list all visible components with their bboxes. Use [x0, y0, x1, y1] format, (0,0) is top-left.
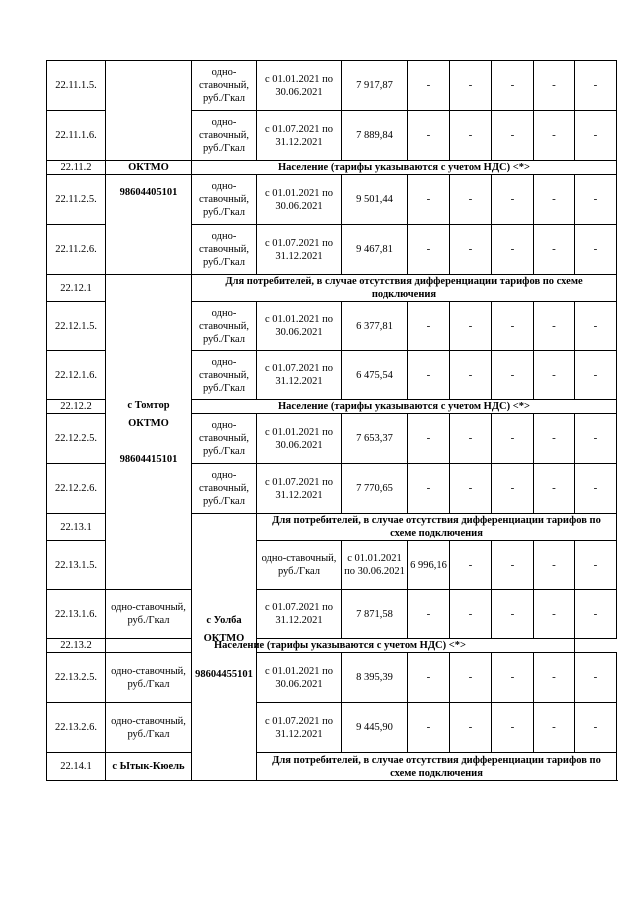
empty-value: -: [575, 111, 617, 161]
tariff-type: одно-ставочный, руб./Гкал: [192, 225, 257, 275]
settlement-cell: [106, 175, 192, 275]
table-row: [47, 753, 617, 781]
oktmo-code: 98604415101: [119, 453, 178, 465]
row-number: 22.11.1.6.: [47, 111, 106, 161]
empty-value: -: [575, 414, 617, 464]
period: с 01.07.2021 по 31.12.2021: [257, 225, 342, 275]
row-number: 22.12.1.6.: [47, 351, 106, 400]
empty-value: -: [450, 590, 492, 639]
empty-value: -: [575, 653, 617, 703]
empty-value: -: [492, 464, 534, 514]
empty-value: -: [492, 653, 534, 703]
empty-value: -: [492, 61, 534, 111]
empty-value: -: [408, 61, 450, 111]
empty-value: -: [534, 225, 575, 275]
settlement-cell: [106, 61, 192, 161]
empty-value: -: [575, 302, 617, 351]
empty-value: -: [575, 225, 617, 275]
tariff-type: одно-ставочный, руб./Гкал: [192, 351, 257, 400]
empty-value: -: [534, 61, 575, 111]
tariff-type: одно-ставочный, руб./Гкал: [192, 111, 257, 161]
tariff-value: 7 653,37: [342, 414, 408, 464]
tariff-value: 7 871,58: [342, 590, 408, 639]
empty-value: -: [408, 653, 450, 703]
empty-value: -: [450, 111, 492, 161]
tariff-table: [46, 60, 617, 781]
empty-value: -: [450, 302, 492, 351]
empty-value: -: [534, 703, 575, 753]
tariff-type: одно-ставочный, руб./Гкал: [257, 541, 342, 590]
empty-value: -: [534, 541, 575, 590]
period: с 01.01.2021 по 30.06.2021: [257, 414, 342, 464]
empty-value: -: [534, 414, 575, 464]
empty-value: -: [534, 351, 575, 400]
settlement-name: с Томтор: [127, 399, 170, 411]
empty-value: -: [408, 175, 450, 225]
table-row: [47, 653, 617, 703]
section-header: Для потребителей, в случае отсутствия дифференциации тарифов по схеме подключения: [257, 514, 617, 541]
row-number: 22.11.2.6.: [47, 225, 106, 275]
period: с 01.07.2021 по 31.12.2021: [257, 111, 342, 161]
tariff-type: одно-ставочный, руб./Гкал: [192, 464, 257, 514]
tariff-value: 8 395,39: [342, 653, 408, 703]
oktmo-code: 98604455101: [195, 668, 253, 680]
empty-value: -: [492, 111, 534, 161]
row-number: 22.13.2.5.: [47, 653, 106, 703]
period: с 01.07.2021 по 31.12.2021: [257, 464, 342, 514]
empty-value: -: [408, 302, 450, 351]
empty-value: -: [575, 61, 617, 111]
oktmo-label: ОКТМО: [106, 161, 192, 175]
empty-value: -: [408, 414, 450, 464]
empty-value: -: [492, 541, 534, 590]
empty-value: -: [534, 653, 575, 703]
empty-value: -: [492, 351, 534, 400]
table-row: [47, 590, 617, 639]
tariff-type: одно-ставочный, руб./Гкал: [106, 653, 192, 703]
row-number: 22.12.1.5.: [47, 302, 106, 351]
tariff-type: одно-ставочный, руб./Гкал: [106, 703, 192, 753]
row-number: 22.12.2.5.: [47, 414, 106, 464]
empty-value: -: [575, 590, 617, 639]
empty-value: -: [450, 541, 492, 590]
empty-value: -: [408, 351, 450, 400]
period: с 01.01.2021 по 30.06.2021: [257, 61, 342, 111]
empty-value: -: [492, 414, 534, 464]
empty-value: -: [575, 541, 617, 590]
empty-value: -: [492, 302, 534, 351]
section-header: Население (тарифы указываются с учетом НДС) <*>: [106, 639, 575, 653]
period: с 01.01.2021 по 30.06.2021: [257, 302, 342, 351]
section-header: Население (тарифы указываются с учетом НДС) <*>: [192, 400, 617, 414]
tariff-type: одно-ставочный, руб./Гкал: [192, 175, 257, 225]
empty-value: -: [575, 703, 617, 753]
empty-value: -: [450, 414, 492, 464]
empty-value: -: [575, 175, 617, 225]
empty-value: -: [408, 225, 450, 275]
table-row: [47, 175, 617, 225]
row-number: 22.14.1: [47, 753, 106, 781]
tariff-value: 7 917,87: [342, 61, 408, 111]
tariff-value: 6 377,81: [342, 302, 408, 351]
row-number: 22.13.1.5.: [47, 541, 106, 590]
tariff-value: 9 445,90: [342, 703, 408, 753]
row-number: 22.13.1: [47, 514, 106, 541]
empty-value: -: [492, 590, 534, 639]
empty-value: -: [408, 464, 450, 514]
empty-value: -: [534, 302, 575, 351]
section-header: Для потребителей, в случае отсутствия дифференциации тарифов по схеме подключения: [257, 753, 617, 781]
empty-value: -: [450, 225, 492, 275]
empty-value: -: [408, 111, 450, 161]
row-number: 22.12.1: [47, 275, 106, 302]
empty-value: -: [534, 464, 575, 514]
tariff-value: 9 467,81: [342, 225, 408, 275]
tariff-value: 7 770,65: [342, 464, 408, 514]
tariff-type: одно-ставочный, руб./Гкал: [106, 590, 192, 639]
empty-value: -: [575, 464, 617, 514]
settlement-cell: [106, 275, 192, 590]
period: с 01.07.2021 по 31.12.2021: [257, 351, 342, 400]
table-row: [47, 161, 617, 175]
row-number: 22.13.2.6.: [47, 703, 106, 753]
empty-value: -: [450, 175, 492, 225]
period: с 01.01.2021 по 30.06.2021: [342, 541, 408, 590]
row-number: 22.11.2.5.: [47, 175, 106, 225]
row-number: 22.13.1.6.: [47, 590, 106, 639]
empty-value: -: [534, 111, 575, 161]
table-row: [47, 61, 617, 111]
empty-value: -: [450, 464, 492, 514]
empty-value: -: [492, 175, 534, 225]
row-number: 22.11.2: [47, 161, 106, 175]
settlement-name: с Ытык-Кюель: [106, 753, 192, 781]
tariff-type: одно-ставочный, руб./Гкал: [192, 414, 257, 464]
row-number: 22.13.2: [47, 639, 106, 653]
table-row: [47, 703, 617, 753]
table-row: [47, 275, 617, 302]
oktmo-label: ОКТМО: [128, 417, 169, 429]
table-row: [47, 639, 617, 653]
period: с 01.07.2021 по 31.12.2021: [257, 703, 342, 753]
row-number: 22.12.2.6.: [47, 464, 106, 514]
empty-value: -: [534, 590, 575, 639]
row-number: 22.12.2: [47, 400, 106, 414]
period: с 01.01.2021 по 30.06.2021: [257, 175, 342, 225]
empty-value: -: [408, 590, 450, 639]
tariff-value: 9 501,44: [342, 175, 408, 225]
empty-value: -: [534, 175, 575, 225]
settlement-name: с Уолба: [206, 614, 242, 626]
tariff-value: 6 475,54: [342, 351, 408, 400]
oktmo-label: ОКТМО: [203, 632, 245, 644]
tariff-value: 6 996,16: [408, 541, 450, 590]
period: с 01.07.2021 по 31.12.2021: [257, 590, 342, 639]
empty-value: -: [450, 351, 492, 400]
empty-value: -: [450, 703, 492, 753]
oktmo-code: 98604405101: [119, 187, 178, 198]
empty-value: -: [575, 351, 617, 400]
empty-value: -: [408, 703, 450, 753]
section-header: Население (тарифы указываются с учетом НДС) <*>: [192, 161, 617, 175]
tariff-type: одно-ставочный, руб./Гкал: [192, 302, 257, 351]
row-number: 22.11.1.5.: [47, 61, 106, 111]
section-header: Для потребителей, в случае отсутствия дифференциации тарифов по схеме подключения: [192, 275, 617, 302]
tariff-value: 7 889,84: [342, 111, 408, 161]
period: с 01.01.2021 по 30.06.2021: [257, 653, 342, 703]
empty-value: -: [450, 61, 492, 111]
tariff-type: одно-ставочный, руб./Гкал: [192, 61, 257, 111]
empty-value: -: [450, 653, 492, 703]
empty-value: -: [492, 703, 534, 753]
empty-value: -: [492, 225, 534, 275]
